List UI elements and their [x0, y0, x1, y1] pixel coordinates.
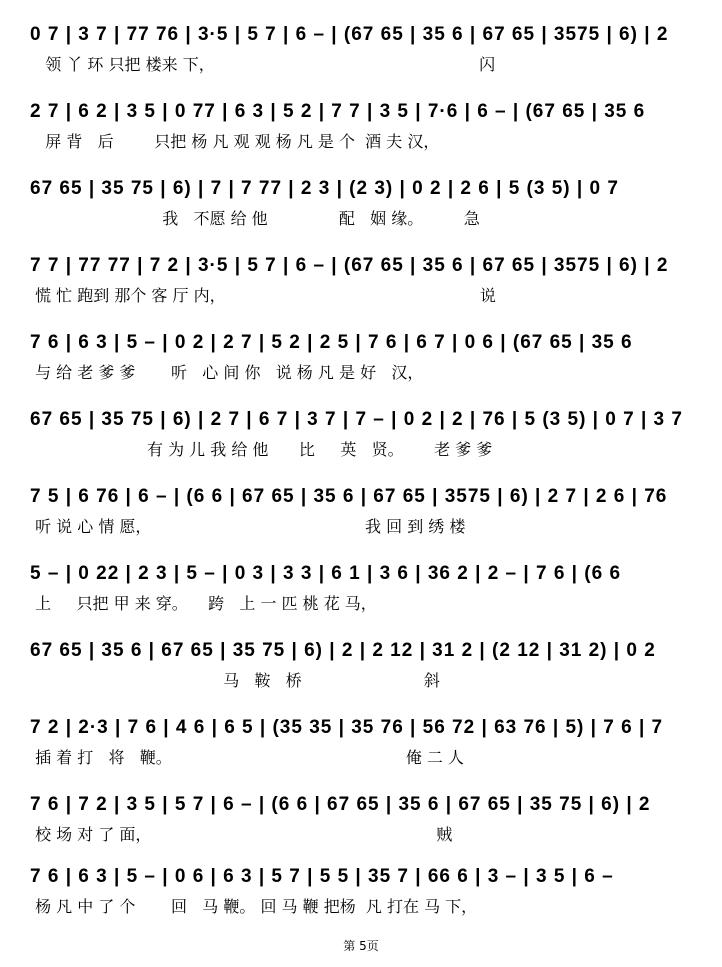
notation-line: 67 65 | 35 75 | 6) | 2 7 | 6 7 | 3 7 | 7 – | 0 2 | 2 | 76 | 5 (3 5) | 0 7 | 3 7: [30, 409, 683, 430]
score-system-1: [30, 18, 690, 88]
score-system-12: [30, 860, 690, 930]
notation-line: 2 7 | 6 2 | 3 5 | 0 77 | 6 3 | 5 2 | 7 7 | 3 5 | 7·6 | 6 – | (67 65 | 35 6: [30, 101, 646, 122]
notation-line: 5 – | 0 22 | 2 3 | 5 – | 0 3 | 3 3 | 6 1 | 3 6 | 36 2 | 2 – | 7 6 | (6 6: [30, 563, 622, 584]
score-system-7: [30, 480, 690, 550]
lyrics-line: 领 丫 环 只把 楼来 下， 闪: [30, 55, 496, 74]
score-system-5: [30, 326, 690, 396]
score-system-8: [30, 557, 690, 627]
notation-line: 7 6 | 6 3 | 5 – | 0 6 | 6 3 | 5 7 | 5 5 | 35 7 | 66 6 | 3 – | 3 5 | 6 –: [30, 866, 614, 887]
score-system-6: [30, 403, 690, 473]
lyrics-line: 与 给 老 爹 爹 听 心 间 你 说 杨 凡 是 好 汉，: [30, 363, 424, 382]
lyrics-line: 杨 凡 中 了 个 回 马 鞭。 回 马 鞭 把杨 凡 打在 马 下，: [30, 897, 478, 916]
lyrics-line: 插 着 打 将 鞭。 俺 二 人: [30, 748, 464, 767]
lyrics-line: 听 说 心 情 愿， 我 回 到 绣 楼: [30, 517, 466, 536]
notation-line: 7 6 | 7 2 | 3 5 | 5 7 | 6 – | (6 6 | 67 65 | 35 6 | 67 65 | 35 75 | 6) | 2: [30, 794, 651, 815]
score-system-11: [30, 788, 690, 858]
notation-line: 7 7 | 77 77 | 7 2 | 3·5 | 5 7 | 6 – | (67 65 | 35 6 | 67 65 | 3575 | 6) | 2: [30, 255, 669, 276]
notation-line: 7 6 | 6 3 | 5 – | 0 2 | 2 7 | 5 2 | 2 5 | 7 6 | 6 7 | 0 6 | (67 65 | 35 6: [30, 332, 633, 353]
notation-line: 7 5 | 6 76 | 6 – | (6 6 | 67 65 | 35 6 | 67 65 | 3575 | 6) | 2 7 | 2 6 | 76: [30, 486, 668, 507]
lyrics-line: 校 场 对 了 面， 贼: [30, 825, 453, 844]
lyrics-line: 我 不愿 给 他 配 姻 缘。 急: [30, 209, 480, 228]
score-system-4: [30, 249, 690, 319]
lyrics-line: 屏 背 后 只把 杨 凡 观 观 杨 凡 是 个 酒 夫 汉，: [30, 132, 440, 151]
score-system-3: [30, 172, 690, 242]
score-system-2: [30, 95, 690, 165]
notation-line: 0 7 | 3 7 | 77 76 | 3·5 | 5 7 | 6 – | (67 65 | 35 6 | 67 65 | 3575 | 6) | 2: [30, 24, 669, 45]
score-system-10: [30, 711, 690, 781]
notation-line: 67 65 | 35 6 | 67 65 | 35 75 | 6) | 2 | 2 12 | 31 2 | (2 12 | 31 2) | 0 2: [30, 640, 656, 661]
score-system-9: [30, 634, 690, 704]
notation-line: 67 65 | 35 75 | 6) | 7 | 7 77 | 2 3 | (2 3) | 0 2 | 2 6 | 5 (3 5) | 0 7: [30, 178, 619, 199]
lyrics-line: 马 鞍 桥 斜: [30, 671, 440, 690]
lyrics-line: 上 只把 甲 来 穿。 跨 上 一 匹 桃 花 马，: [30, 594, 377, 613]
lyrics-line: 慌 忙 跑到 那个 客 厅 内， 说: [30, 286, 496, 305]
lyrics-line: 有 为 儿 我 给 他 比 英 贤。 老 爹 爹: [30, 440, 493, 459]
page-number: 第 5页: [343, 939, 379, 953]
notation-line: 7 2 | 2·3 | 7 6 | 4 6 | 6 5 | (35 35 | 35 76 | 56 72 | 63 76 | 5) | 7 6 | 7: [30, 717, 664, 738]
